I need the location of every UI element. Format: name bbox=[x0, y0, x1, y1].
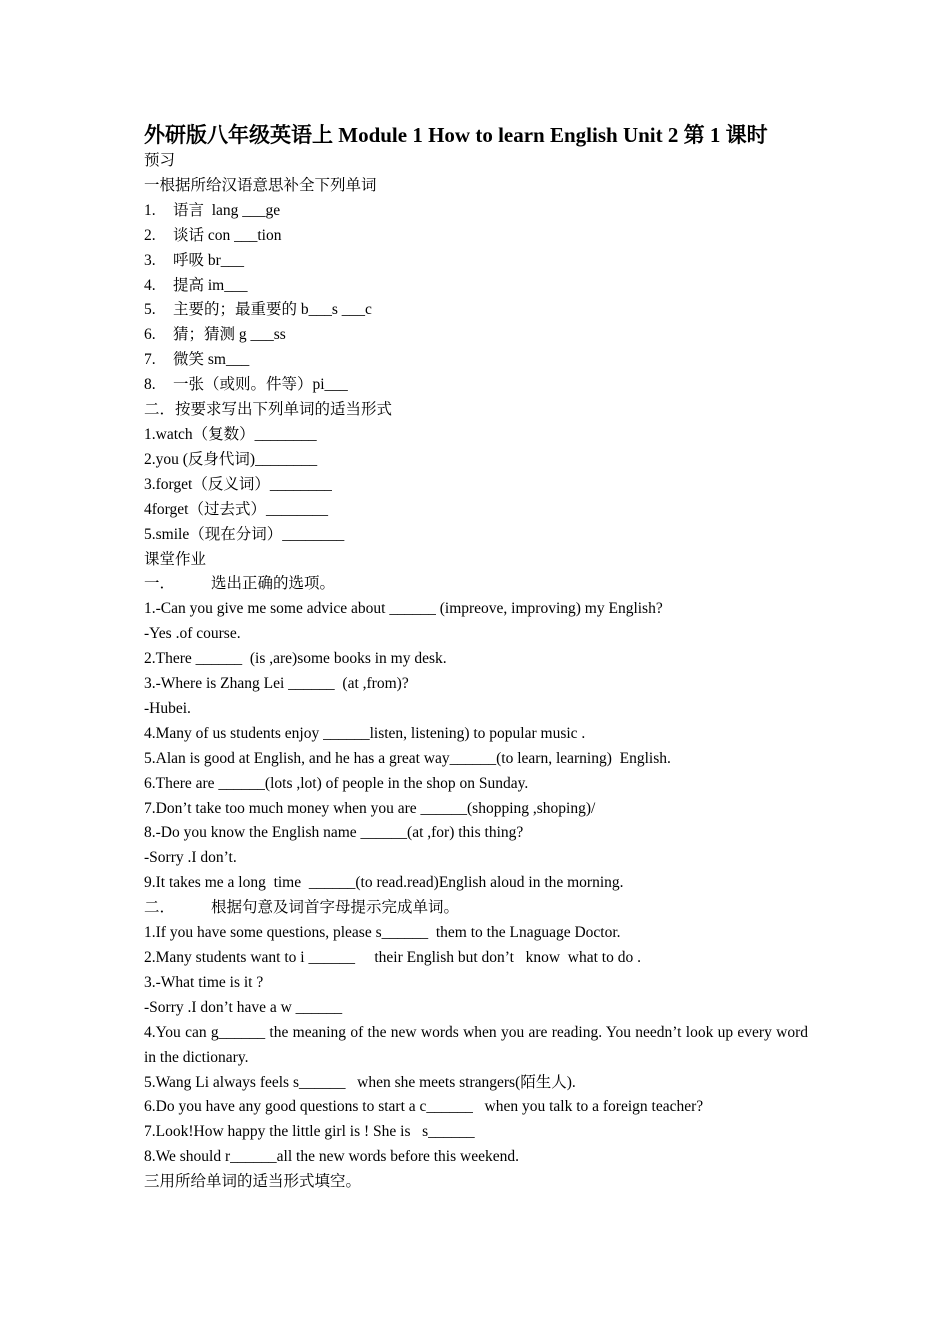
section1-line: 2.There ______ (is ,are)some books in my desk. bbox=[144, 650, 447, 668]
document-page bbox=[144, 122, 808, 1195]
section1-line: 3.-Where is Zhang Lei ______ (at ,from)? bbox=[144, 675, 409, 693]
section2-line: 7.Look!How happy the little girl is ! She is s______ bbox=[144, 1123, 475, 1141]
part2-heading: 二．按要求写出下列单词的适当形式 bbox=[144, 401, 393, 419]
section1-line: -Hubei. bbox=[144, 699, 191, 717]
item-text: 谈话 con ___tion bbox=[173, 226, 282, 244]
preview-heading: 预习 bbox=[144, 152, 176, 169]
section2-line: 5.Wang Li always feels s______ when she meets strangers(陌生人). bbox=[144, 1073, 576, 1091]
section-number: 二． bbox=[144, 899, 176, 917]
section1-line: 8.-Do you know the English name ______(at ,for) this thing? bbox=[144, 824, 524, 842]
item-text: 微笑 sm___ bbox=[173, 351, 250, 369]
part1-item bbox=[144, 224, 808, 249]
document-title: 外研版八年级英语上 Module 1 How to learn English Unit 2 第 1 课时 bbox=[144, 123, 768, 147]
classwork-heading: 课堂作业 bbox=[144, 550, 207, 568]
item-number: 7. bbox=[144, 351, 156, 369]
item-text: 一张（或则。件等）pi___ bbox=[173, 376, 348, 394]
section1-heading bbox=[144, 572, 808, 597]
section1-line: -Yes .of course. bbox=[144, 625, 241, 643]
section2-line: 8.We should r______all the new words before this weekend. bbox=[144, 1148, 519, 1166]
section2-line: 1.If you have some questions, please s______ them to the Lnaguage Doctor. bbox=[144, 924, 621, 942]
part1-item bbox=[144, 373, 808, 398]
part2-item: 2.you (反身代词)________ bbox=[144, 450, 318, 468]
item-text: 语言 lang ___ge bbox=[173, 201, 281, 219]
section1-line: 6.There are ______(lots ,lot) of people in the shop on Sunday. bbox=[144, 774, 529, 792]
part1-heading: 一根据所给汉语意思补全下列单词 bbox=[144, 176, 377, 194]
item-number: 1. bbox=[144, 201, 156, 219]
section2-line: 3.-What time is it ? bbox=[144, 973, 264, 991]
part2-item: 5.smile（现在分词）________ bbox=[144, 525, 345, 543]
section2-line: 6.Do you have any good questions to start a c______ when you talk to a foreign teacher? bbox=[144, 1098, 704, 1116]
section1-line: 4.Many of us students enjoy ______listen, listening) to popular music . bbox=[144, 724, 586, 742]
section1-line: 7.Don’t take too much money when you are ______(shopping ,shoping)/ bbox=[144, 799, 596, 817]
part1-item bbox=[144, 298, 808, 323]
section2-line: 2.Many students want to i ______ their English but don’t know what to do . bbox=[144, 949, 641, 966]
section1-line: 1.-Can you give me some advice about ______ (impreove, improving) my English? bbox=[144, 600, 663, 618]
item-number: 3. bbox=[144, 251, 156, 269]
section2-line: 4.You can g______ the meaning of the new words when you are reading. You needn’t look up every word in the dictionary. bbox=[144, 1023, 808, 1066]
part1-item bbox=[144, 274, 808, 299]
section1-line: -Sorry .I don’t. bbox=[144, 849, 237, 867]
part1-item bbox=[144, 249, 808, 274]
section-title: 选出正确的选项。 bbox=[211, 575, 336, 593]
section3-heading: 三用所给单词的适当形式填空。 bbox=[144, 1173, 362, 1191]
section1-line: 5.Alan is good at English, and he has a great way______(to learn, learning) English. bbox=[144, 749, 671, 767]
part2-item: 1.watch（复数）________ bbox=[144, 425, 317, 443]
item-number: 4. bbox=[144, 276, 156, 294]
section1-line: 9.It takes me a long time ______(to read.read)English aloud in the morning. bbox=[144, 874, 624, 892]
part2-item: 4forget（过去式）________ bbox=[144, 500, 328, 518]
part1-item bbox=[144, 199, 808, 224]
item-number: 2. bbox=[144, 226, 156, 244]
item-text: 提高 im___ bbox=[173, 276, 248, 294]
section2-line: -Sorry .I don’t have a w ______ bbox=[144, 998, 343, 1016]
section2-heading bbox=[144, 896, 808, 921]
section-number: 一． bbox=[144, 575, 176, 593]
item-text: 呼吸 br___ bbox=[173, 251, 245, 269]
part1-item bbox=[144, 323, 808, 348]
item-text: 主要的；最重要的 b___s ___c bbox=[173, 301, 372, 319]
item-number: 8. bbox=[144, 376, 156, 394]
part1-item bbox=[144, 348, 808, 373]
item-number: 5. bbox=[144, 301, 156, 319]
item-number: 6. bbox=[144, 326, 156, 344]
item-text: 猜；猜测 g ___ss bbox=[173, 326, 286, 344]
part2-item: 3.forget（反义词）________ bbox=[144, 475, 332, 493]
section-title: 根据句意及词首字母提示完成单词。 bbox=[211, 899, 460, 917]
